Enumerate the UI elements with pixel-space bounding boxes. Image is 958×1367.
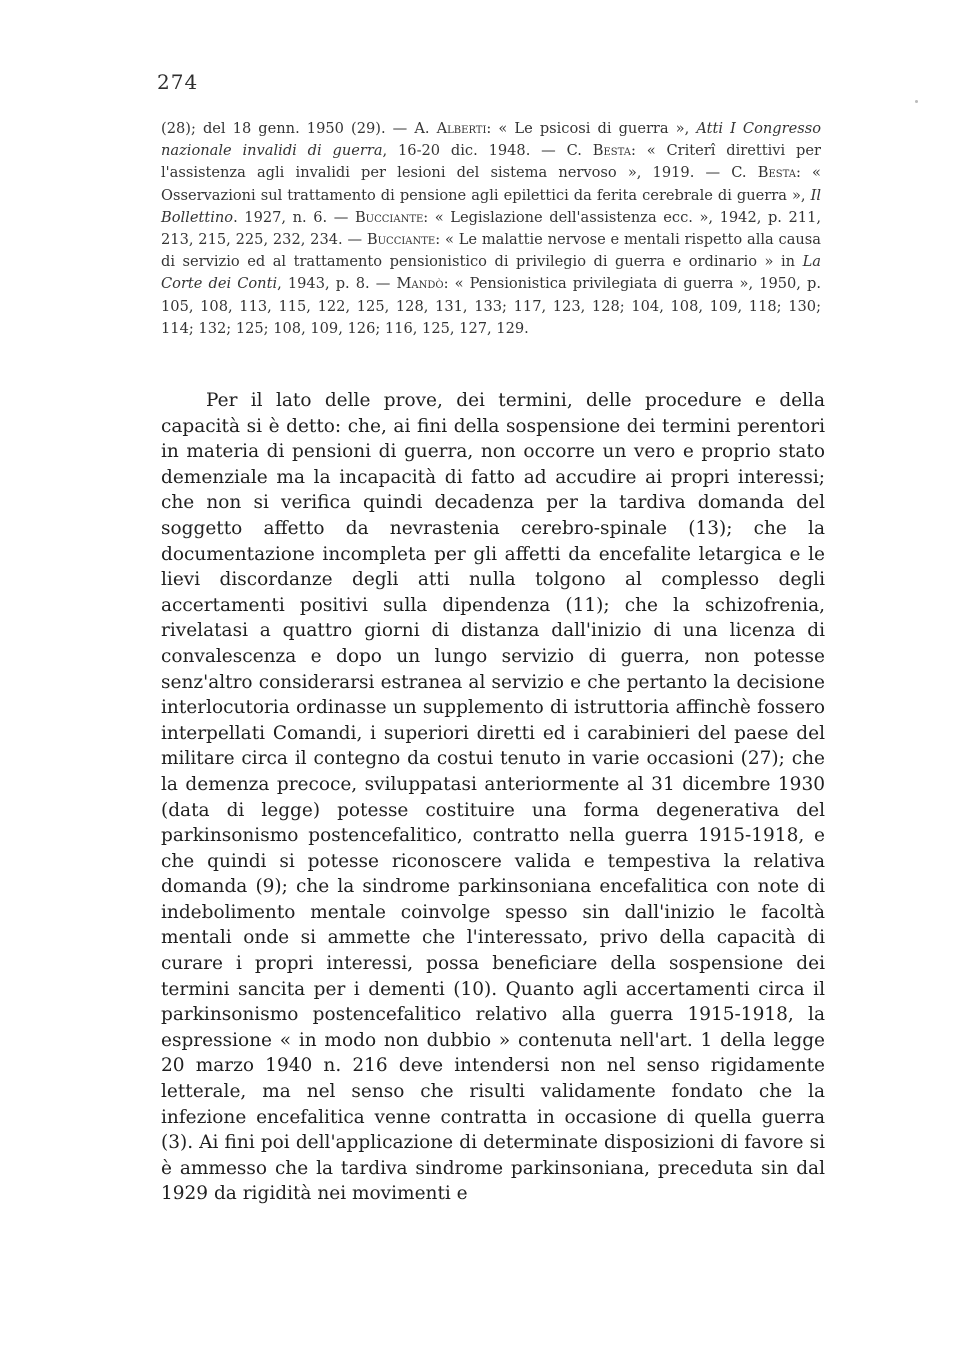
author-name: Mandò: [396, 275, 444, 293]
footnote-text: : « Criterî direttivi per l'assistenza agli invalidi per lesioni del sistema nervoso », 1919. — C.: [161, 142, 821, 182]
publication-title: La Corte dei Conti: [161, 253, 822, 293]
body-text: [161, 388, 825, 1207]
footnote-text: : « Legislazione dell'assistenza ecc. », 1942, p. 211, 213, 215, 225, 232, 234. —: [161, 208, 822, 249]
footnote-text: (28); del 18 genn. 1950 (29). — A.: [161, 120, 430, 137]
footnote-text: , 1943, p. 8. —: [277, 275, 391, 293]
scan-speck: [915, 100, 918, 103]
author-name: Bucciante: [354, 208, 424, 226]
publication-title: Atti I Congresso nazionale invalidi di guerra: [161, 120, 822, 160]
footnote-text: , 16-20 dic. 1948. — C.: [382, 142, 582, 160]
footnote-references: [161, 118, 821, 340]
page-number: 274: [157, 70, 199, 94]
footnote-text: : « Osservazioni sul trattamento di pensione agli epilettici da ferita cerebrale di guerra »,: [161, 164, 821, 204]
footnote-text: : « Le malattie nervose e mentali rispetto alla causa di servizio ed al trattamento pensionistico di privilegio di guerra e ordinario » in: [161, 231, 821, 271]
author-name: Alberti: [436, 120, 487, 137]
body-paragraph: Per il lato delle prove, dei termini, delle procedure e della capacità si è detto: che, ai fini della sospensione dei termini perentori in materia di pensioni di guerra, non occorre un vero e proprio stato demenziale ma la incapacità di fatto ad accudire ai propri interessi; che non si verifica quindi decadenza per la tardiva domanda del soggetto affetto da nevrastenia cerebro-spinale (13); che la documentazione incompleta per gli affetti da encefalite letargica e le lievi discordanze degli atti nulla tolgono al complesso degli accertamenti positivi sulla dipendenza (11); che la schizofrenia, rivelatasi a quattro giorni di distanza dall'inizio di una licenza di convalescenza e dopo un lungo servizio di guerra, non potesse senz'altro considerarsi estranea al servizio e che pertanto la decisione interlocutoria ordinasse un supplemento di istruttoria affinchè fossero interpellati Comandi, i superiori diretti ed i carabinieri del paese del militare circa il contegno da costui tenuto in varie occasioni (27); che la demenza precoce, sviluppatasi anteriormente al 31 dicembre 1930 (data di legge) potesse costituire una forma degenerativa del parkinsonismo postencefalitico, contratto nella guerra 1915-1918, e che quindi si potesse riconoscere valida e tempestiva la relativa domanda (9); che la sindrome parkinsoniana encefalitica con note di indebolimento mentale coinvolge spesso sin dall'inizio le facoltà mentali onde si ammette che l'interessato, privo della capacità di curare i propri interessi, possa beneficiare della sospensione dei termini sancita per i dementi (10). Quanto agli accertamenti circa il parkinsonismo postencefalitico relativo alla guerra 1915-1918, la espressione « in modo non dubbio » contenuta nell'art. 1 della legge 20 marzo 1940 n. 216 deve intendersi non nel senso rigidamente letterale, ma nel senso che risulti validamente fondato che la infezione encefalitica venne contratta in occasione di quella guerra (3). Ai fini poi dell'applicazione di determinate disposizioni di favore si è ammesso che la tardiva sindrome parkinsoniana, preceduta sin dal 1929 da rigidità nei movimenti e: [161, 390, 825, 1205]
publication-title: Il Bollettino: [161, 186, 821, 226]
author-name: Besta: [757, 164, 796, 182]
footnote-text: : « Le psicosi di guerra »,: [486, 120, 690, 137]
footnote-text: : « Pensionistica privilegiata di guerra », 1950, p. 105, 108, 113, 115, 122, 125, 128, 131, 133; 117, 123, 128; 104, 108, 109, 118; 130; 114; 132; 125; 108, 109, 126; 116, 125, 127, 129.: [161, 275, 821, 337]
author-name: Besta: [592, 142, 631, 160]
author-name: Bucciante: [366, 231, 436, 249]
footnote-text: . 1927, n. 6. —: [233, 208, 349, 226]
